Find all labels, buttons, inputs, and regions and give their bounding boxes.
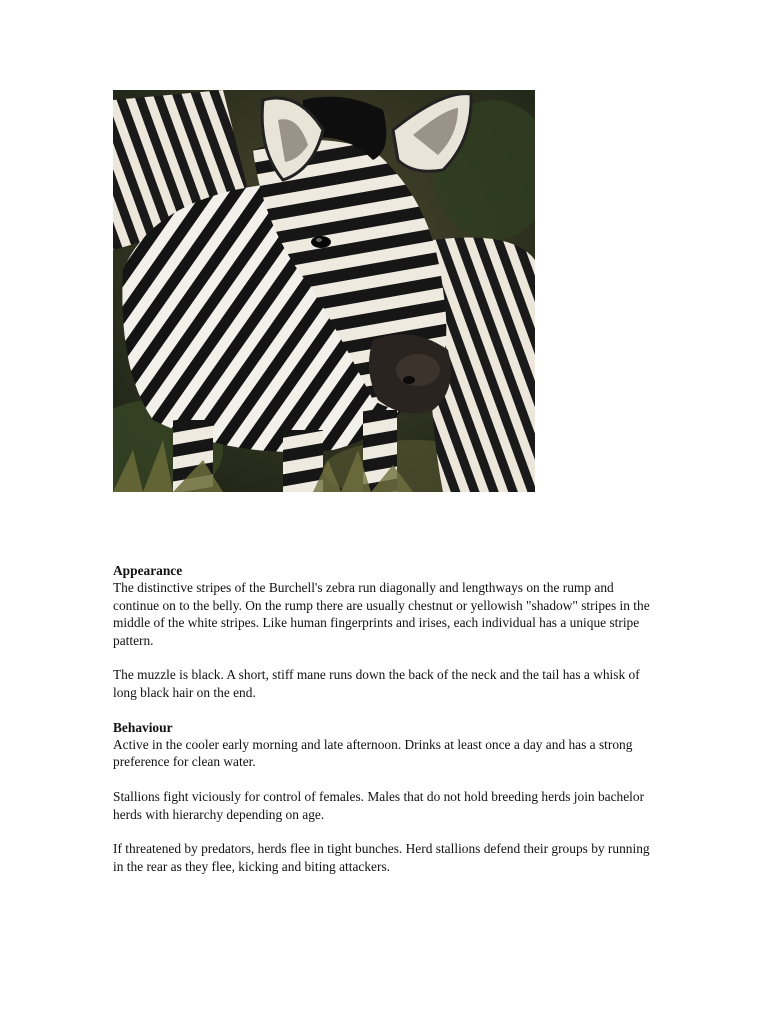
article-body	[113, 562, 663, 893]
zebra-photo	[113, 90, 535, 492]
behaviour-paragraph-3: If threatened by predators, herds flee in tight bunches. Herd stallions defend their groups by running in the rear as they flee, kicking and biting attackers.	[113, 841, 650, 874]
section-heading-appearance: Appearance	[113, 563, 183, 578]
section-heading-behaviour: Behaviour	[113, 719, 173, 735]
appearance-paragraph-1: The distinctive stripes of the Burchell's zebra run diagonally and lengthways on the rump and continue on to the belly. On the rump there are usually chestnut or yellowish "shadow" stripes in the middle of the white stripes. Like human fingerprints and irises, each individual has a unique stripe pattern.	[113, 580, 650, 648]
behaviour-paragraph-2: Stallions fight viciously for control of females. Males that do not hold breeding herds join bachelor herds with hierarchy depending on age.	[113, 789, 645, 822]
behaviour-paragraph-1: Active in the cooler early morning and late afternoon. Drinks at least once a day and has a strong preference for clean water.	[113, 737, 633, 770]
appearance-paragraph-2: The muzzle is black. A short, stiff mane runs down the back of the neck and the tail has a whisk of long black hair on the end.	[113, 667, 640, 700]
